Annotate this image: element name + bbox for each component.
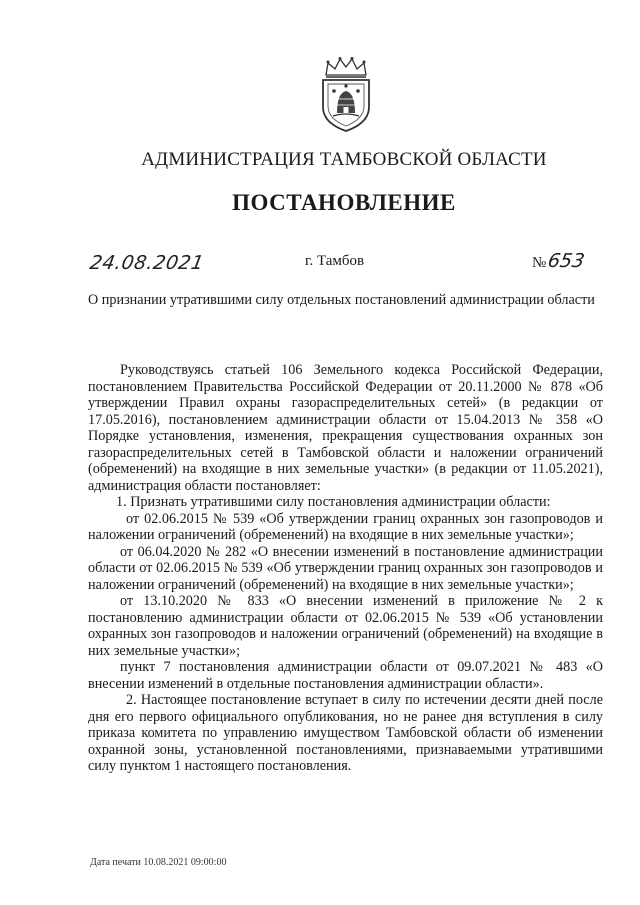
handwritten-number: 653: [546, 250, 587, 272]
body-paragraph: от 06.04.2020 № 282 «О внесении изменений в постановление администрации области от 02.06.2015 № 539 «Об утверждении границ охранных зон газопроводов и наложении ограничений (обременений) на входящие в них земельные участки»;: [88, 543, 603, 593]
document-type-title: ПОСТАНОВЛЕНИЕ: [232, 190, 456, 215]
body-paragraph: пункт 7 постановления администрации области от 09.07.2021 № 483 «О внесении изменений в отдельные постановления администрации области».: [88, 659, 603, 692]
tambov-coat-of-arms-icon: [318, 55, 374, 133]
document-subject: О признании утратившими силу отдельных постановлений администрации области: [88, 292, 595, 308]
body-paragraph: от 13.10.2020 № 833 «О внесении изменений в приложение № 2 к постановлению администрации области от 02.06.2015 № 539 «Об установлении охранных зон газопроводов и наложении ограничений (обременений) на входящие в них земельные участки»;: [88, 593, 603, 659]
city-name: г. Тамбов: [305, 253, 365, 269]
organization-name: АДМИНИСТРАЦИЯ ТАМБОВСКОЙ ОБЛАСТИ: [141, 149, 547, 170]
body-paragraph: от 02.06.2015 № 539 «Об утверждении границ охранных зон газопроводов и наложении ограничений (обременений) на входящие в них земельные участки»;: [88, 510, 603, 543]
number-sign: №: [532, 255, 547, 271]
document-body: [88, 362, 603, 775]
handwritten-date: 24.08.2021: [88, 252, 206, 274]
body-paragraph: 2. Настоящее постановление вступает в силу по истечении десяти дней после дня его первого официального опубликования, но не ранее дня вступления в силу приказа комитета по управлению имуществом Тамбовской области об изменении охранной зоны, установленной постановлениями, признаваемыми утратившими силу пунктом 1 настоящего постановления.: [88, 692, 603, 774]
document-number: [532, 250, 585, 272]
body-paragraph: 1. Признать утратившими силу постановления администрации области:: [116, 494, 551, 510]
body-paragraph: Руководствуясь статьей 106 Земельного кодекса Российской Федерации, постановлением Правительства Российской Федерации от 20.11.2000 № 878 «Об утверждении Правил охраны газораспределительных сетей» (в редакции от 17.05.2016), постановлением администрации области от 15.04.2013 № 358 «О Порядке установления, изменения, прекращения существования охранных зон газораспределительных сетей в Тамбовской области и наложении ограничений (обременений) на входящие в них земельные участки» (в редакции от 11.05.2021), администрация области постановляет:: [88, 362, 603, 494]
print-date-footer: Дата печати 10.08.2021 09:00:00: [90, 857, 227, 868]
